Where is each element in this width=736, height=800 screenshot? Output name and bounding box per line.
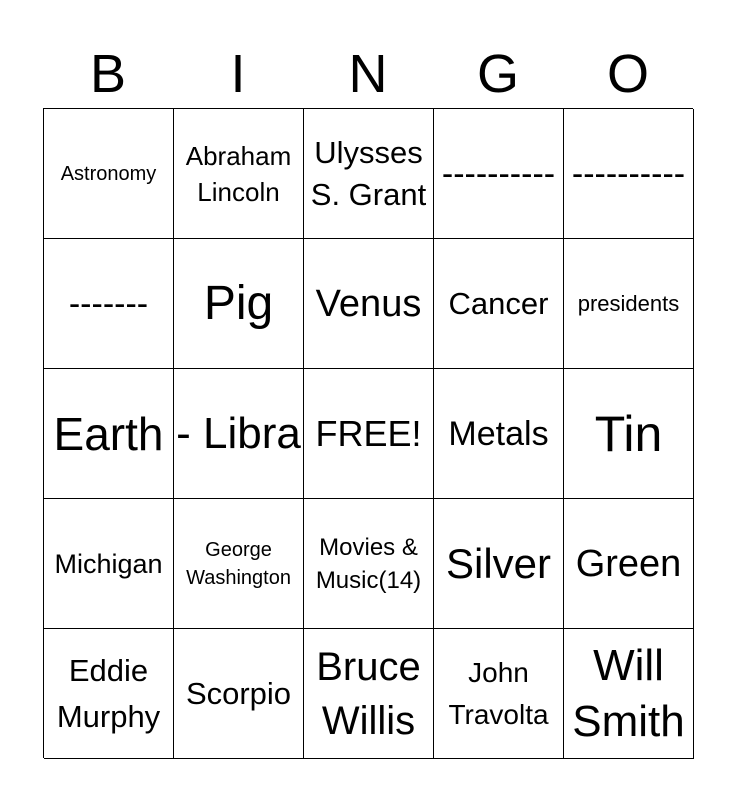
bingo-cell-text: Metals xyxy=(448,414,549,453)
bingo-cell-r3-c5[interactable] xyxy=(564,369,694,499)
bingo-cell-text: FREE! xyxy=(315,412,422,454)
bingo-cell-text: Bruce Willis xyxy=(316,644,421,743)
bingo-cell-text: Movies & Music(14) xyxy=(315,533,422,594)
bingo-cell-text: Will Smith xyxy=(572,640,685,746)
bingo-cell-r1-c3[interactable] xyxy=(304,109,434,239)
bingo-cell-r2-c1[interactable] xyxy=(44,239,174,369)
bingo-cell-text: Earth xyxy=(53,407,164,460)
bingo-cell-r4-c1[interactable] xyxy=(44,499,174,629)
bingo-cell-r1-c5[interactable] xyxy=(564,109,694,239)
bingo-cell-r3-c2[interactable] xyxy=(174,369,304,499)
bingo-cell-r5-c4[interactable] xyxy=(434,629,564,759)
header-letter-b: B xyxy=(89,44,127,104)
bingo-cell-text: ------- xyxy=(68,284,149,323)
bingo-cell-text: Scorpio xyxy=(185,675,292,711)
bingo-cell-text: John Travolta xyxy=(448,656,549,730)
bingo-board xyxy=(43,108,693,758)
bingo-cell-r5-c3[interactable] xyxy=(304,629,434,759)
bingo-cell-text: Astronomy xyxy=(60,162,157,185)
header-letter-o: O xyxy=(606,44,649,104)
bingo-cell-text: ---------- xyxy=(571,154,686,193)
bingo-cell-r2-c2[interactable] xyxy=(174,239,304,369)
bingo-cell-text: Venus xyxy=(315,282,422,325)
header-letter-g: G xyxy=(476,44,519,104)
bingo-cell-text: Eddie Murphy xyxy=(56,652,161,734)
bingo-cell-text: Silver xyxy=(445,539,552,587)
bingo-cell-text: ---------- xyxy=(441,154,556,193)
bingo-cell-r4-c2[interactable] xyxy=(174,499,304,629)
bingo-cell-r5-c2[interactable] xyxy=(174,629,304,759)
bingo-cell-text: - Libra xyxy=(176,408,301,458)
bingo-cell-r2-c4[interactable] xyxy=(434,239,564,369)
header-letter-i: I xyxy=(230,44,246,104)
header-letter-n: N xyxy=(348,44,388,104)
bingo-cell-r4-c4[interactable] xyxy=(434,499,564,629)
bingo-cell-r1-c4[interactable] xyxy=(434,109,564,239)
bingo-cell-r2-c3[interactable] xyxy=(304,239,434,369)
bingo-cell-text: Cancer xyxy=(448,285,549,321)
bingo-header xyxy=(43,40,693,108)
bingo-cell-text: George Washington xyxy=(186,538,291,589)
bingo-cell-text: Tin xyxy=(594,405,663,462)
bingo-cell-r3-c1[interactable] xyxy=(44,369,174,499)
bingo-cell-r1-c2[interactable] xyxy=(174,109,304,239)
bingo-cell-r4-c5[interactable] xyxy=(564,499,694,629)
bingo-cell-r4-c3[interactable] xyxy=(304,499,434,629)
bingo-cell-r1-c1[interactable] xyxy=(44,109,174,239)
bingo-cell-text: Michigan xyxy=(54,548,163,579)
bingo-cell-r5-c1[interactable] xyxy=(44,629,174,759)
bingo-cell-text: Green xyxy=(575,542,682,585)
bingo-cell-r5-c5[interactable] xyxy=(564,629,694,759)
bingo-cell-r3-c3[interactable] xyxy=(304,369,434,499)
bingo-cell-text: Ulysses S. Grant xyxy=(310,134,427,212)
bingo-cell-text: Pig xyxy=(203,276,274,330)
bingo-cell-text: Abraham Lincoln xyxy=(185,140,292,207)
bingo-cell-text: presidents xyxy=(577,290,680,316)
bingo-cell-r3-c4[interactable] xyxy=(434,369,564,499)
bingo-cell-r2-c5[interactable] xyxy=(564,239,694,369)
